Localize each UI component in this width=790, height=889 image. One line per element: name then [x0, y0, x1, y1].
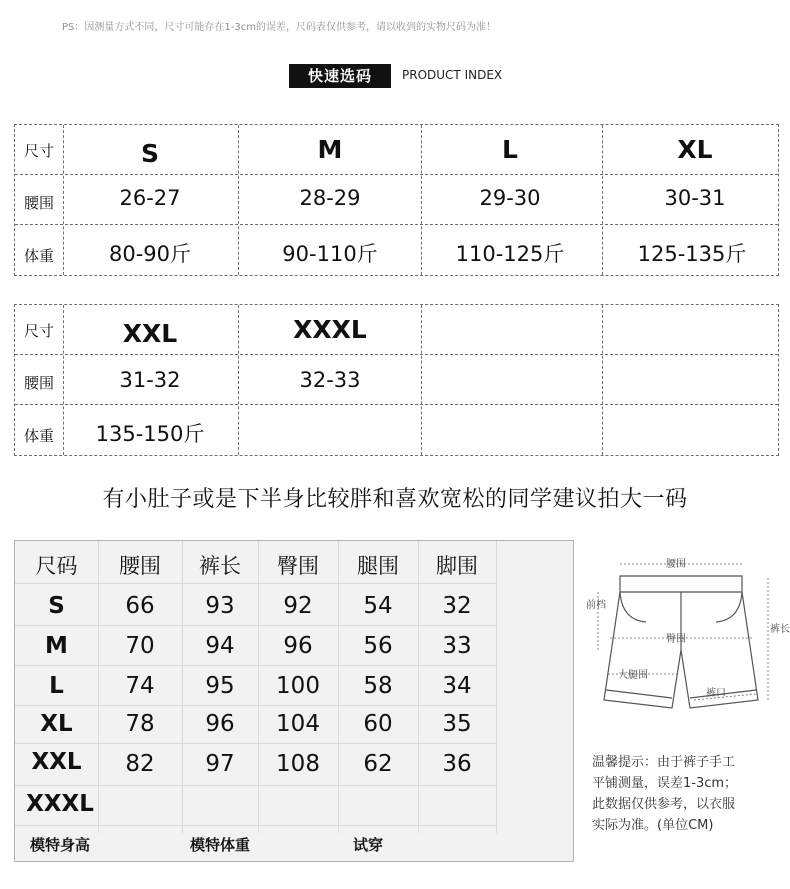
value-cell: 100 — [276, 673, 320, 699]
weight-cell: 125-135斤 — [637, 242, 747, 266]
measurement-tip — [592, 752, 788, 836]
value-cell: 35 — [442, 711, 472, 737]
waist-cell: 29-30 — [479, 186, 541, 210]
row-label-size: 尺寸 — [23, 322, 54, 340]
shorts-illustration — [582, 552, 790, 742]
size-cell: S — [140, 139, 159, 168]
header-hem: 脚围 — [436, 554, 478, 578]
value-cell: 97 — [205, 751, 235, 777]
quick-size-table-1 — [14, 124, 779, 276]
value-cell: 60 — [363, 711, 393, 737]
value-cell: 74 — [125, 673, 155, 699]
waist-cell: 30-31 — [664, 186, 726, 210]
quick-size-badge: 快速选码 — [289, 64, 391, 88]
row-size-label: XL — [40, 711, 73, 737]
weight-cell: 90-110斤 — [282, 242, 378, 266]
waist-cell: 28-29 — [299, 186, 361, 210]
diagram-label-hem: 裤口 — [706, 688, 726, 699]
quick-size-table-2 — [14, 304, 779, 456]
value-cell: 82 — [125, 751, 155, 777]
header-waist: 腰围 — [119, 554, 161, 578]
tip-line: 此数据仅供参考，以衣服 — [592, 797, 736, 812]
weight-cell: 135-150斤 — [95, 422, 205, 446]
value-cell: 93 — [205, 593, 235, 619]
value-cell: 62 — [363, 751, 393, 777]
value-cell: 92 — [283, 593, 313, 619]
value-cell: 96 — [205, 711, 235, 737]
shorts-measurement-diagram — [582, 552, 790, 742]
value-cell: 96 — [283, 633, 313, 659]
row-size-label: M — [45, 633, 68, 659]
measurement-note: PS：因测量方式不同，尺寸可能存在1-3cm的误差，尺码表仅供参考，请以收到的实物尺码为准！ — [62, 22, 496, 33]
value-cell: 66 — [125, 593, 155, 619]
header-thigh: 腿围 — [357, 554, 399, 578]
row-size-label: XXL — [31, 749, 82, 775]
tip-line: 温馨提示：由于裤子手工 — [592, 755, 736, 770]
size-cell: XL — [677, 135, 713, 164]
value-cell: 34 — [442, 673, 472, 699]
weight-cell: 80-90斤 — [108, 242, 192, 266]
value-cell: 94 — [205, 633, 235, 659]
size-cell: XXXL — [293, 315, 367, 344]
header-size: 尺码 — [35, 554, 78, 578]
header-hip: 臀围 — [277, 554, 319, 578]
value-cell: 36 — [442, 751, 472, 777]
value-cell: 33 — [442, 633, 472, 659]
size-cell: M — [317, 135, 343, 164]
diagram-label-hip: 臀围 — [666, 634, 686, 645]
diagram-label-waist: 腰围 — [666, 559, 686, 570]
value-cell: 108 — [276, 751, 320, 777]
weight-cell: 110-125斤 — [455, 242, 565, 266]
tip-line: 实际为准。(单位CM) — [592, 818, 714, 833]
footer-try-on: 试穿 — [352, 836, 383, 854]
row-label-weight: 体重 — [23, 427, 54, 445]
size-cell: XXL — [122, 319, 178, 348]
product-index-label: PRODUCT INDEX — [402, 68, 503, 82]
waist-cell: 26-27 — [119, 186, 181, 210]
value-cell: 56 — [363, 633, 393, 659]
value-cell: 32 — [442, 593, 472, 619]
value-cell: 95 — [205, 673, 235, 699]
value-cell: 78 — [125, 711, 155, 737]
size-measurement-table — [14, 540, 574, 862]
row-size-label: S — [48, 593, 65, 619]
value-cell: 54 — [363, 593, 393, 619]
value-cell: 58 — [363, 673, 393, 699]
value-cell: 104 — [276, 711, 320, 737]
header-length: 裤长 — [199, 554, 241, 578]
value-cell: 70 — [125, 633, 155, 659]
footer-model-weight: 模特体重 — [189, 836, 250, 854]
row-label-waist: 腰围 — [23, 194, 54, 212]
diagram-label-thigh: 大腿围 — [618, 670, 648, 681]
waist-cell: 31-32 — [119, 368, 181, 392]
row-label-weight: 体重 — [23, 247, 54, 265]
row-label-waist: 腰围 — [23, 374, 54, 392]
section-header — [0, 64, 790, 88]
diagram-label-front-rise: 前档 — [586, 600, 606, 611]
size-advice-text: 有小肚子或是下半身比较胖和喜欢宽松的同学建议拍大一码 — [102, 487, 688, 512]
row-label-size: 尺寸 — [23, 142, 54, 160]
size-cell: L — [502, 135, 518, 164]
waist-cell: 32-33 — [299, 368, 361, 392]
row-size-label: L — [49, 673, 64, 699]
diagram-label-length: 裤长 — [770, 624, 790, 635]
footer-model-height: 模特身高 — [29, 836, 90, 854]
row-size-label: XXXL — [26, 791, 94, 817]
tip-line: 平铺测量，误差1-3cm； — [592, 776, 738, 791]
